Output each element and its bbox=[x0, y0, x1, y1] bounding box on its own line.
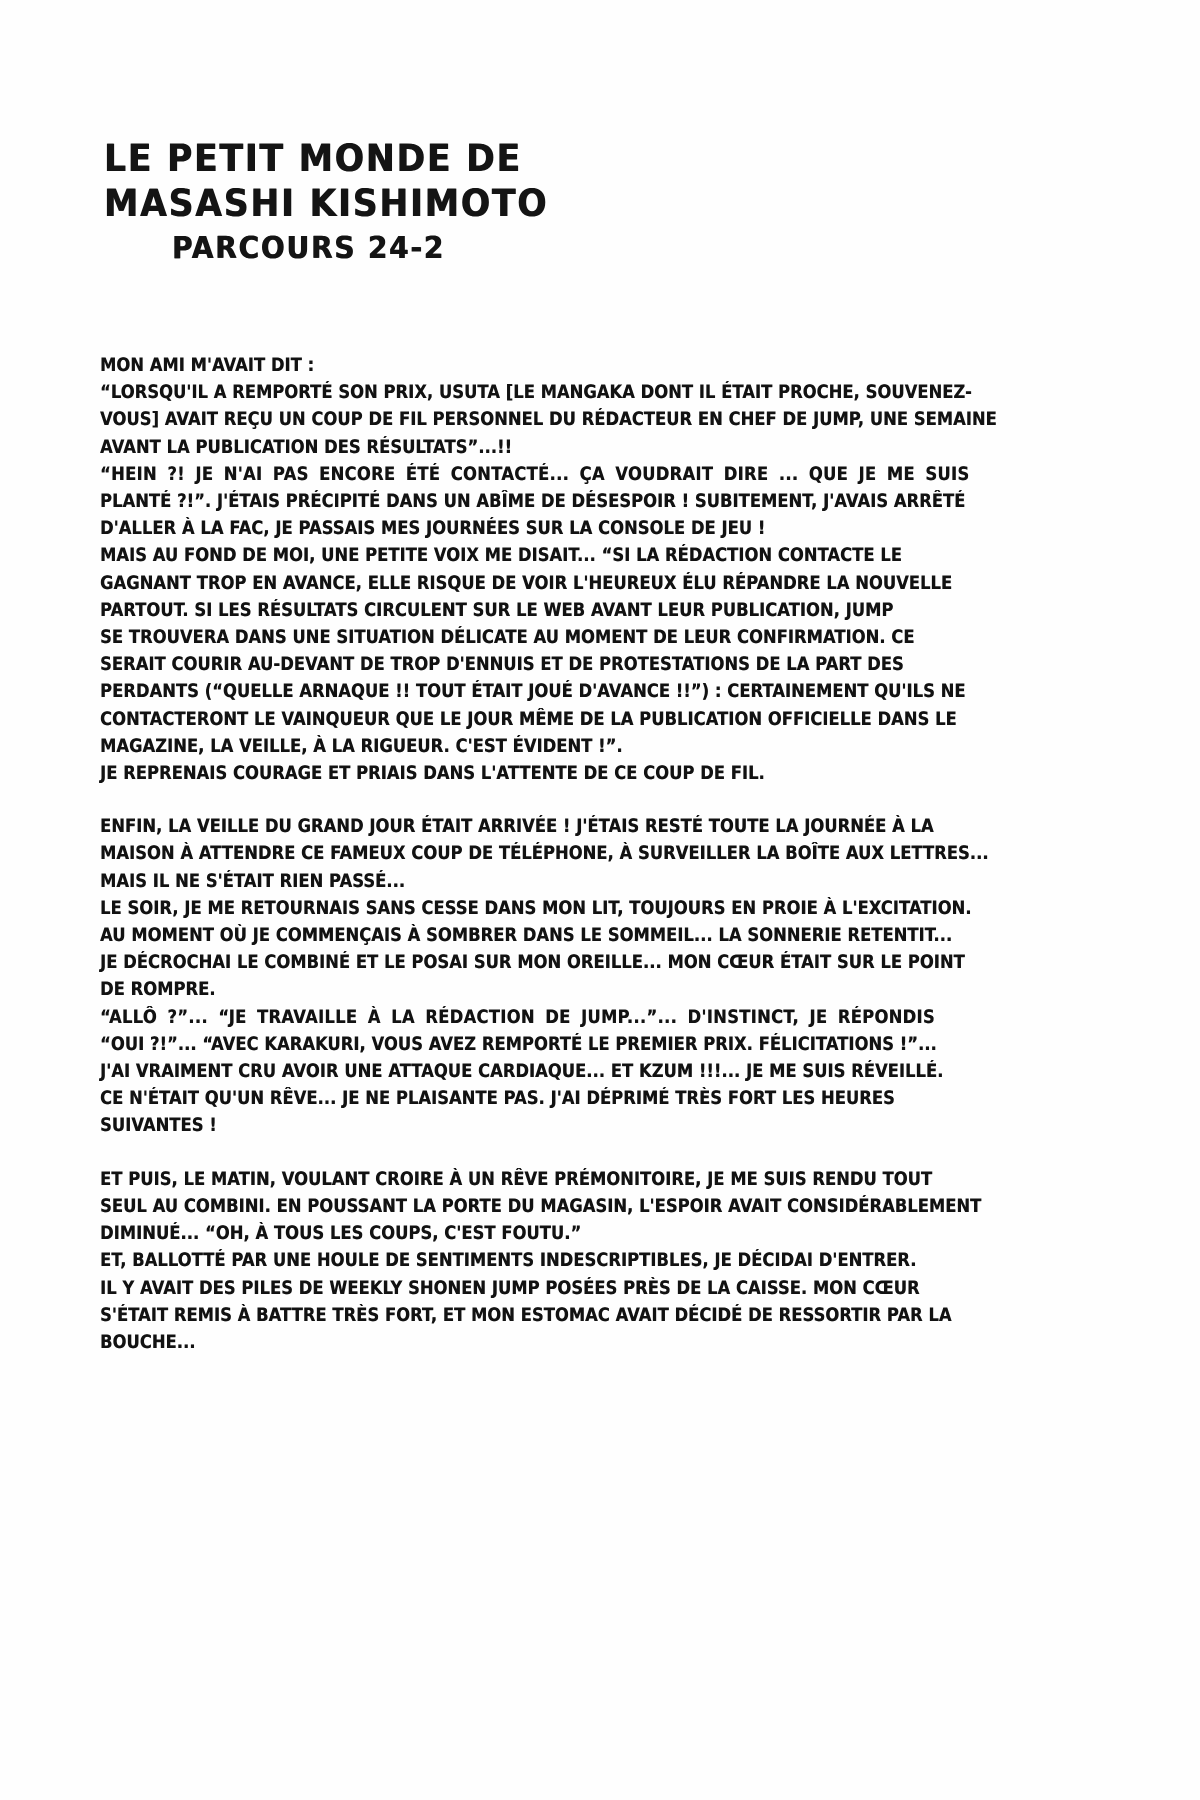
text-line: MAIS AU FOND DE MOI, UNE PETITE VOIX ME DISAIT... “SI LA RÉDACTION CONTACTE LE bbox=[100, 545, 902, 567]
text-line: CE N'ÉTAIT QU'UN RÊVE... JE NE PLAISANTE PAS. J'AI DÉPRIMÉ TRÈS FORT LES HEURES bbox=[100, 1088, 895, 1110]
body-text bbox=[100, 352, 997, 1356]
text-line: SE TROUVERA DANS UNE SITUATION DÉLICATE AU MOMENT DE LEUR CONFIRMATION. CE bbox=[100, 627, 915, 649]
text-line: “OUI ?!”... “AVEC KARAKURI, VOUS AVEZ REMPORTÉ LE PREMIER PRIX. FÉLICITATIONS !”... bbox=[100, 1033, 937, 1055]
text-line: “HEIN ?! JE N'AI PAS ENCORE ÉTÉ CONTACTÉ... ÇA VOUDRAIT DIRE ... QUE JE ME SUIS bbox=[100, 463, 970, 485]
text-line: PARTOUT. SI LES RÉSULTATS CIRCULENT SUR LE WEB AVANT LEUR PUBLICATION, JUMP bbox=[100, 599, 894, 621]
text-line: CONTACTERONT LE VAINQUEUR QUE LE JOUR MÊME DE LA PUBLICATION OFFICIELLE DANS LE bbox=[100, 708, 957, 730]
text-line: BOUCHE... bbox=[100, 1331, 196, 1353]
paragraph-2 bbox=[100, 813, 989, 1139]
text-line: D'ALLER À LA FAC, JE PASSAIS MES JOURNÉES SUR LA CONSOLE DE JEU ! bbox=[100, 518, 766, 540]
text-line: MON AMI M'AVAIT DIT : bbox=[100, 355, 315, 376]
text-line: ET PUIS, LE MATIN, VOULANT CROIRE À UN RÊVE PRÉMONITOIRE, JE ME SUIS RENDU TOUT bbox=[100, 1168, 933, 1190]
text-line: S'ÉTAIT REMIS À BATTRE TRÈS FORT, ET MON ESTOMAC AVAIT DÉCIDÉ DE RESSORTIR PAR LA bbox=[100, 1304, 952, 1326]
text-line: SEUL AU COMBINI. EN POUSSANT LA PORTE DU MAGASIN, L'ESPOIR AVAIT CONSIDÉRABLEMENT bbox=[100, 1195, 982, 1217]
text-line: DE ROMPRE. bbox=[100, 979, 216, 1001]
text-line: AVANT LA PUBLICATION DES RÉSULTATS”...!! bbox=[100, 436, 513, 458]
text-line: JE DÉCROCHAI LE COMBINÉ ET LE POSAI SUR MON OREILLE... MON CŒUR ÉTAIT SUR LE POINT bbox=[100, 952, 965, 974]
title-line-1: LE PETIT MONDE DE bbox=[104, 137, 522, 180]
text-line: ENFIN, LA VEILLE DU GRAND JOUR ÉTAIT ARRIVÉE ! J'ÉTAIS RESTÉ TOUTE LA JOURNÉE À LA bbox=[100, 816, 934, 838]
chapter-subtitle: PARCOURS 24-2 bbox=[172, 231, 446, 266]
text-line: JE REPRENAIS COURAGE ET PRIAIS DANS L'ATTENTE DE CE COUP DE FIL. bbox=[100, 763, 765, 785]
text-line: PERDANTS (“QUELLE ARNAQUE !! TOUT ÉTAIT JOUÉ D'AVANCE !!”) : CERTAINEMENT QU'ILS NE bbox=[100, 681, 966, 703]
text-line: AU MOMENT OÙ JE COMMENÇAIS À SOMBRER DANS LE SOMMEIL... LA SONNERIE RETENTIT... bbox=[100, 925, 953, 947]
text-line: GAGNANT TROP EN AVANCE, ELLE RISQUE DE VOIR L'HEUREUX ÉLU RÉPANDRE LA NOUVELLE bbox=[100, 572, 953, 594]
text-line: MAISON À ATTENDRE CE FAMEUX COUP DE TÉLÉPHONE, À SURVEILLER LA BOÎTE AUX LETTRES... bbox=[100, 843, 989, 865]
text-line: MAIS IL NE S'ÉTAIT RIEN PASSÉ... bbox=[100, 870, 406, 892]
title-line-2: MASASHI KISHIMOTO bbox=[104, 182, 549, 225]
text-line: ET, BALLOTTÉ PAR UNE HOULE DE SENTIMENTS INDESCRIPTIBLES, JE DÉCIDAI D'ENTRER. bbox=[100, 1250, 917, 1272]
text-line: VOUS] AVAIT REÇU UN COUP DE FIL PERSONNEL DU RÉDACTEUR EN CHEF DE JUMP, UNE SEMAINE bbox=[100, 409, 997, 431]
paragraph-3 bbox=[100, 1166, 982, 1356]
text-line: J'AI VRAIMENT CRU AVOIR UNE ATTAQUE CARDIAQUE... ET KZUM !!!... JE ME SUIS RÉVEILLÉ. bbox=[100, 1061, 944, 1083]
text-line: MAGAZINE, LA VEILLE, À LA RIGUEUR. C'EST ÉVIDENT !”. bbox=[100, 735, 623, 757]
text-line: SUIVANTES ! bbox=[100, 1115, 217, 1137]
text-line: “LORSQU'IL A REMPORTÉ SON PRIX, USUTA [LE MANGAKA DONT IL ÉTAIT PROCHE, SOUVENEZ- bbox=[100, 382, 972, 404]
text-line: LE SOIR, JE ME RETOURNAIS SANS CESSE DANS MON LIT, TOUJOURS EN PROIE À L'EXCITATION. bbox=[100, 897, 972, 919]
text-line: “ALLÔ ?”... “JE TRAVAILLE À LA RÉDACTION DE JUMP...”... D'INSTINCT, JE RÉPONDIS bbox=[100, 1006, 935, 1028]
title-block bbox=[104, 136, 984, 270]
text-line: DIMINUÉ... “OH, À TOUS LES COUPS, C'EST FOUTU.” bbox=[100, 1223, 582, 1245]
text-line: SERAIT COURIR AU-DEVANT DE TROP D'ENNUIS ET DE PROTESTATIONS DE LA PART DES bbox=[100, 654, 904, 676]
text-line: IL Y AVAIT DES PILES DE WEEKLY SHONEN JUMP POSÉES PRÈS DE LA CAISSE. MON CŒUR bbox=[100, 1277, 920, 1299]
paragraph-1 bbox=[100, 352, 997, 787]
text-line: PLANTÉ ?!”. J'ÉTAIS PRÉCIPITÉ DANS UN ABÎME DE DÉSESPOIR ! SUBITEMENT, J'AVAIS ARRÊTÉ bbox=[100, 491, 966, 513]
